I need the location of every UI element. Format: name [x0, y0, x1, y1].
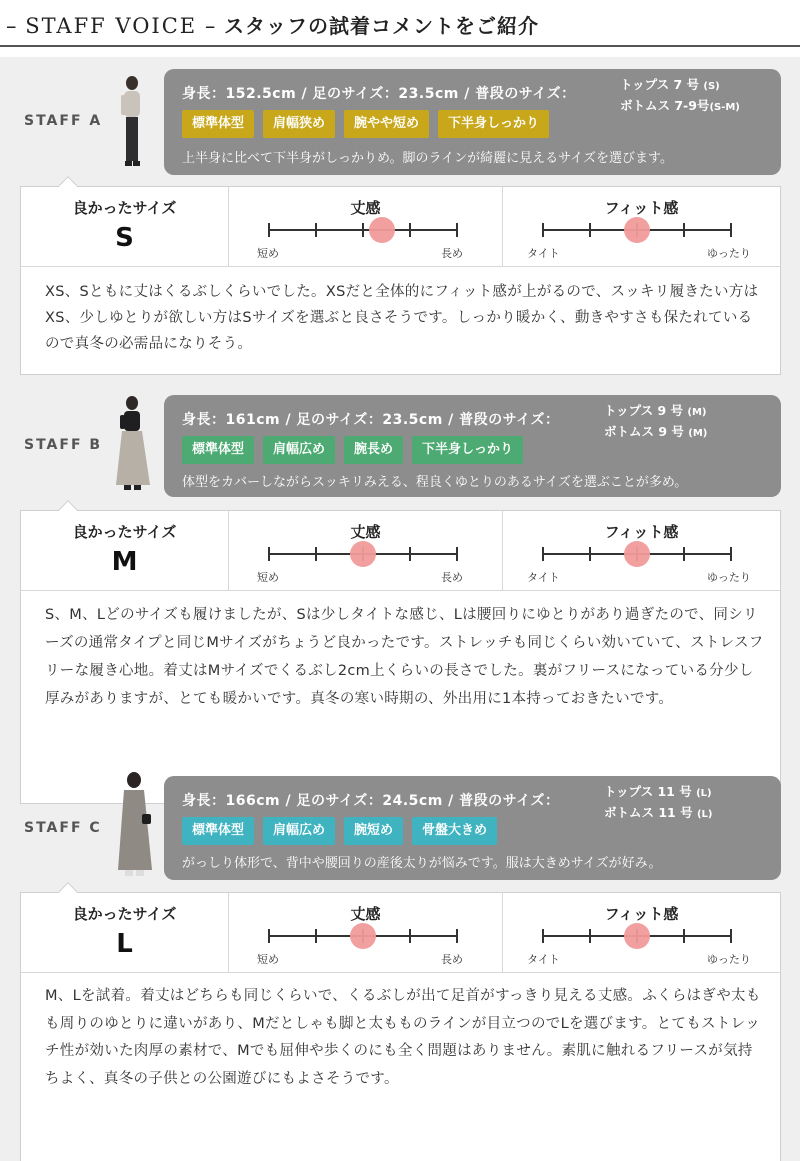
rating-row — [21, 187, 780, 267]
length-cell — [229, 511, 503, 591]
bottoms-size: ボトムス 7-9号 — [620, 98, 710, 113]
body-tag: 標準体型 — [182, 436, 254, 464]
staff-label: STAFF B — [24, 437, 103, 453]
fit-marker — [624, 217, 650, 243]
best-size-cell — [21, 893, 229, 973]
staff-info-box — [164, 395, 781, 497]
length-min-label: 短め — [257, 953, 279, 966]
body-tag: 腕短め — [344, 817, 403, 845]
section-title — [6, 10, 539, 39]
fit-cell — [503, 511, 780, 591]
staff-photo — [112, 393, 158, 497]
tops-size: トップス 11 号 — [604, 784, 692, 799]
body-type-tags — [182, 110, 549, 138]
fit-min-label: タイト — [527, 953, 560, 966]
fitting-card — [20, 510, 781, 804]
length-max-label: 長め — [441, 247, 463, 260]
staff-photo — [112, 73, 158, 173]
tops-size: トップス 9 号 — [604, 403, 684, 418]
body-type-tags — [182, 436, 523, 464]
best-size-value: L — [116, 929, 133, 959]
body-note: 体型をカバーしながらスッキリみえる、程良くゆとりのあるサイズを選ぶことが多め。 — [182, 475, 688, 490]
fit-scale — [543, 927, 731, 947]
body-tag: 下半身しっかり — [412, 436, 523, 464]
length-scale — [269, 545, 457, 565]
body-stats: 身長：166cm / 足のサイズ：24.5cm / 普段のサイズ： — [182, 793, 560, 809]
tops-size-code: (L) — [696, 788, 712, 799]
staff-photo — [112, 770, 158, 882]
rating-row — [21, 893, 780, 973]
title-dash-mid: – — [204, 14, 217, 38]
staff-info-box — [164, 69, 781, 175]
fit-heading: フィット感 — [604, 905, 679, 923]
fit-heading: フィット感 — [604, 199, 679, 217]
title-japanese: スタッフの試着コメントをご紹介 — [224, 14, 539, 38]
body-tag: 腕長め — [344, 436, 403, 464]
length-max-label: 長め — [441, 953, 463, 966]
fit-heading: フィット感 — [604, 523, 679, 541]
length-cell — [229, 187, 503, 267]
length-cell — [229, 893, 503, 973]
best-size-cell — [21, 187, 229, 267]
length-heading: 丈感 — [350, 905, 381, 923]
fit-min-label: タイト — [527, 571, 560, 584]
body-tag: 肩幅狭め — [263, 110, 335, 138]
body-tag: 腕やや短め — [344, 110, 429, 138]
fit-cell — [503, 893, 780, 973]
title-dash-left: – — [6, 14, 18, 38]
length-marker — [369, 217, 395, 243]
fitting-card — [20, 186, 781, 375]
usual-size — [604, 401, 707, 443]
best-size-heading: 良かったサイズ — [72, 905, 177, 923]
bottoms-size-code: (S-M) — [709, 102, 740, 113]
body-tag: 肩幅広め — [263, 436, 335, 464]
length-scale — [269, 927, 457, 947]
title-english: STAFF VOICE — [25, 14, 198, 38]
best-size-value: S — [115, 223, 134, 253]
body-tag: 標準体型 — [182, 817, 254, 845]
staff-comment: XS、Sともに丈はくるぶしくらいでした。XSだと全体的にフィット感が上がるので、スッキリ履きたい方はXS、少しゆとりが欲しい方はSサイズを選ぶと良さそうです。しっかり暖かく、動きやすさも保たれているので真冬の必需品になりそう。 — [45, 284, 759, 352]
fit-scale — [543, 221, 731, 241]
tops-size-code: (M) — [687, 407, 707, 418]
bottoms-size: ボトムス 11 号 — [604, 805, 693, 820]
body-type-tags — [182, 817, 497, 845]
fit-cell — [503, 187, 780, 267]
fit-max-label: ゆったり — [707, 571, 751, 584]
best-size-cell — [21, 511, 229, 591]
best-size-heading: 良かったサイズ — [72, 199, 177, 217]
best-size-heading: 良かったサイズ — [72, 523, 177, 541]
header-rule — [0, 45, 800, 47]
body-tag: 標準体型 — [182, 110, 254, 138]
bottoms-size: ボトムス 9 号 — [604, 424, 684, 439]
usual-size — [620, 75, 740, 117]
page-header — [0, 0, 800, 48]
staff-voice-panel — [0, 57, 800, 1161]
usual-size — [604, 782, 712, 824]
tops-size: トップス 7 号 — [620, 77, 700, 92]
body-tag: 下半身しっかり — [438, 110, 549, 138]
fit-max-label: ゆったり — [707, 953, 751, 966]
body-stats: 身長：161cm / 足のサイズ：23.5cm / 普段のサイズ： — [182, 412, 560, 428]
length-min-label: 短め — [257, 247, 279, 260]
length-heading: 丈感 — [350, 199, 381, 217]
fit-marker — [624, 541, 650, 567]
tops-size-code: (S) — [703, 81, 720, 92]
fit-scale — [543, 545, 731, 565]
length-scale — [269, 221, 457, 241]
length-marker — [350, 923, 376, 949]
length-marker — [350, 541, 376, 567]
staff-comment: M、Lを試着。着丈はどちらも同じくらいで、くるぶしが出て足首がすっきり見える丈感。ふくらはぎや太もも周りのゆとりに違いがあり、Mだとしゃも脚と太もものラインが目立つのでLを選びます。とてもストレッチ性が効いた肉厚の素材で、Mでも屈伸や歩くのにも全く問題はありません。素肌に触れるフリースが気持ちよく、真冬の子供との公園遊びにもよさそうです。 — [45, 988, 761, 1087]
body-note: がっしり体形で、背中や腰回りの産後太りが悩みです。服は大きめサイズが好み。 — [182, 856, 662, 871]
length-min-label: 短め — [257, 571, 279, 584]
body-note: 上半身に比べて下半身がしっかりめ。脚のラインが綺麗に見えるサイズを選びます。 — [182, 151, 674, 166]
staff-comment: S、M、Lどのサイズも履けましたが、Sは少しタイトな感じ、Lは腰回りにゆとりがあり過ぎたので、同シリーズの通常タイプと同じMサイズがちょうど良かったです。ストレッチも同じくらい効いていて、ストレスフリーな履き心地。着丈はMサイズでくるぶし2cm上くらいの長さでした。裏がフリースになっている分少し厚みがありますが、とても暖かいです。真冬の寒い時期の、外出用に1本持っておきたいです。 — [45, 607, 764, 707]
length-heading: 丈感 — [350, 523, 381, 541]
rating-row — [21, 511, 780, 591]
length-max-label: 長め — [441, 571, 463, 584]
staff-label: STAFF C — [24, 820, 102, 836]
fit-min-label: タイト — [527, 247, 560, 260]
fitting-card — [20, 892, 781, 1161]
staff-info-box — [164, 776, 781, 880]
bottoms-size-code: (L) — [696, 809, 713, 820]
body-stats: 身長：152.5cm / 足のサイズ：23.5cm / 普段のサイズ： — [182, 86, 576, 102]
staff-label: STAFF A — [24, 113, 103, 129]
body-tag: 骨盤大きめ — [412, 817, 497, 845]
fit-max-label: ゆったり — [707, 247, 751, 260]
body-tag: 肩幅広め — [263, 817, 335, 845]
bottoms-size-code: (M) — [688, 428, 708, 439]
fit-marker — [624, 923, 650, 949]
best-size-value: M — [111, 547, 138, 577]
